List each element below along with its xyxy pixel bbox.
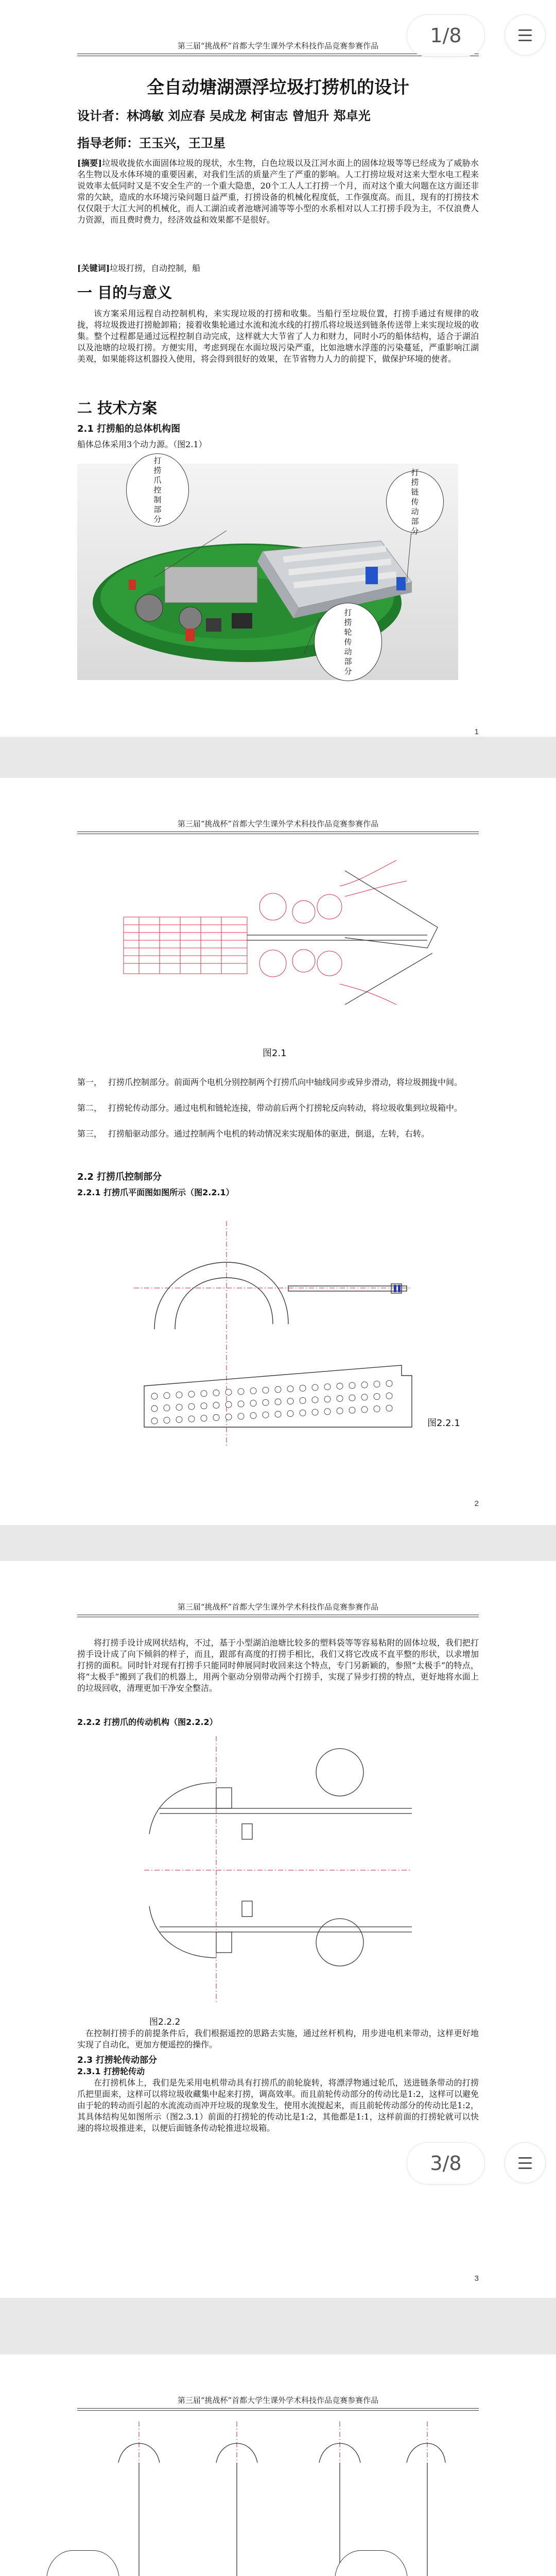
keywords-label: [关键词]	[77, 263, 110, 273]
page-1	[0, 0, 556, 737]
section-2-3-title: 2.3 打捞轮传动部分	[77, 2055, 158, 2065]
claw-design-paragraph: 将打捞手设计成网状结构，不过，基于小型湖泊池塘比较多的塑料袋等等容易粘附的固体垃圾，我们把打捞手设计成了向下倾斜的样子，而且，跟部有高度的打捞手相比，我们又将它改成不直平整的形状，以求增加打捞的面积。同时针对现有打捞手只能同时伸展同时收回来这个特点，专门另新颖的，参照“太极手”的特点，将“太极手”搬到了我们的机器上，用两个驱动分别带动两个打捞手，实现了异步打捞的特点，更好地将水面上的垃圾回收，清理更加干净安全整洁。	[77, 1638, 479, 1693]
figure-2-2-1	[134, 1221, 422, 1448]
section-2-2-1-title: 2.2.1 打捞爪平面图如图所示（图2.2.1）	[77, 1188, 234, 1197]
section-1-title: 一 目的与意义	[77, 284, 172, 301]
wheel-transmission-drawing	[108, 2421, 448, 2576]
claw-transmission-drawing	[144, 1736, 412, 2004]
page-header: 第三届“挑战杯”首都大学生课外学术科技作品竞赛参赛作品	[177, 819, 379, 828]
callout-chain-drive: 打捞链传动部分	[386, 471, 444, 533]
advisors-names: 王玉兴，王卫星	[139, 135, 225, 150]
claw-plan-drawing	[134, 1221, 422, 1448]
section-2-3-1-body: 在打捞机体上，我们是先采用电机带动具有打捞爪的前轮旋转，将漂浮物通过轮爪，送进链条带动的打捞爪把里面来，这样可以将垃圾收藏集中起来打捞，调高效率。而且前轮传动部分的传动比是1:2，这样可以避免由于轮的转动而引起的水流流动而冲开垃圾的现象发生，使用水流搅起来，而且前轮传动部分的传动比是1:2，其具体结构见如图所示（图2.3.1）前面的打捞轮的传动比是1:2，其他都是1:1，这样前面的打捞轮就可以快速的将垃圾推进来，以便后面链条传动轮推进垃圾箱。	[77, 2078, 479, 2133]
list-item: 第一， 打捞爪控制部分。前面两个电机分别控制两个打捞爪向中轴线同步或异步滑动，将垃圾拥拢中间。	[77, 1077, 463, 1087]
section-2-title: 二 技术方案	[77, 399, 158, 417]
callout-wheel-drive: 打捞轮传动部分	[314, 603, 382, 681]
page-3	[0, 1561, 556, 2298]
advisors-line	[77, 133, 225, 151]
callout-claw-control: 打捞爪控制部分	[126, 453, 189, 527]
page-number: 2	[474, 1499, 479, 1508]
keywords-text: 垃圾打捞，自动控制，船	[110, 263, 201, 273]
figure-2-2-1-caption: 图2.2.1	[427, 1418, 460, 1429]
abstract-text: 垃圾收拢依水面固体垃圾的现状，水生物，白色垃圾以及江河水面上的固体垃圾等等已经成为了威胁水名生物以及水体环境的重要因素，对我们生活的质量产生了严重的影响。人工打捞垃圾对这来大型水电工程来说效率太低同时又是不安全生产的一个重大隐患，20个工人人工打捞一个月，而对这个重大问题在这方面还非常的欠缺，造成的水环境污染问题日益严重，打捞设备的机械化程度低，工作强度高。而且，现有的打捞技术仅仅限于大江大河的机械化，而人工湖泊或者池塘河浦等等小型的水系相对以人工打捞手段为主，不仅浪费人力资源，而且费时费力，经济效益和效果都不是很好。	[77, 158, 479, 225]
list-item: 第二， 打捞轮传动部分。通过电机和链轮连接，带动前后两个打捞轮反向转动，将垃圾收集到垃圾箱中。	[77, 1103, 463, 1113]
page-header: 第三届“挑战杯”首都大学生课外学术科技作品竞赛参赛作品	[177, 41, 379, 50]
section-2-1-body: 船体总体采用3个动力源。（图2.1）	[77, 439, 207, 449]
figure-2-1-caption: 图2.1	[263, 1048, 287, 1059]
figure-2-2-2	[144, 1736, 412, 2004]
page-4	[0, 2354, 556, 2576]
header-divider	[77, 2410, 479, 2411]
section-2-2-2-title: 2.2.2 打捞爪的传动机构（图2.2.2）	[77, 1717, 218, 1727]
page-number: 3	[474, 2274, 479, 2283]
list-item: 第三， 打捞船驱动部分。通过控制两个电机的转动情况来实现船体的驱进，倒退，左转，右转。	[77, 1129, 430, 1139]
menu-icon	[518, 29, 532, 31]
figure-boat-overview	[77, 453, 458, 680]
menu-button-top[interactable]	[505, 14, 546, 56]
advisors-label: 指导老师：	[77, 135, 139, 150]
section-2-3-1-title: 2.3.1 打捞轮传动	[77, 2066, 145, 2076]
page-indicator-mid[interactable]: 3/8	[407, 2142, 485, 2184]
page-indicator-top[interactable]: 1/8	[407, 14, 485, 57]
section-2-2-title: 2.2 打捞爪控制部分	[77, 1172, 162, 1182]
figure-2-2-2-text: 在控制打捞手的前提条件后，我们根据遥控的思路去实施，通过丝杆机构，用步进电机来带动，这样更好地实现了自动化，更加方便遥控的操作。	[77, 2028, 479, 2049]
keywords	[77, 263, 479, 274]
designers-line	[77, 106, 371, 124]
designers-label: 设计者：	[77, 108, 127, 123]
section-1-body: 该方案采用远程自动控制机构，来实现垃圾的打捞和收集。当船行至垃圾位置，打捞手通过有规律的收拢，将垃圾拨进打捞舱卸箱；接着收集轮通过水流和流水线的打捞爪将垃圾送到链条传送带上来实现垃圾的收集。整个过程都是通过远程控制自动完成，这样就大大节省了人力和财力，同时小巧的船体结构，适合于湖泊以及池塘的垃圾打捞。方便实用，考虑到现在水面垃圾污染严重，比如池塘水浮莲的污染蔓延，严重影响江湖美观，如果能将这机器投入使用，将会得到很好的效果，在节省物力人力的前提下，做保护环境的使者。	[77, 309, 479, 364]
menu-button-mid[interactable]	[505, 2142, 546, 2183]
page-2	[0, 778, 556, 1525]
paper-title: 全自动塘湖漂浮垃圾打捞机的设计	[147, 77, 409, 98]
menu-icon	[518, 2157, 532, 2159]
section-2-1-title: 2.1 打捞船的总体机构图	[77, 423, 181, 434]
page-header: 第三届“挑战杯”首都大学生课外学术科技作品竞赛参赛作品	[177, 2396, 379, 2405]
boat-wireframe-drawing	[118, 850, 448, 1020]
page-number: 1	[474, 727, 479, 736]
figure-2-2-2-caption: 图2.2.2	[149, 2017, 181, 2027]
abstract-label: [摘要]	[77, 158, 102, 168]
page-header: 第三届“挑战杯”首都大学生课外学术科技作品竞赛参赛作品	[177, 1602, 379, 1612]
designers-names: 林鸿敏 刘应春 吴成龙 柯宙志 曾旭升 郑卓光	[127, 108, 371, 123]
figure-2-1	[118, 850, 448, 1020]
figure-2-3-1	[108, 2421, 448, 2576]
header-divider	[77, 2408, 479, 2409]
abstract	[77, 158, 479, 226]
